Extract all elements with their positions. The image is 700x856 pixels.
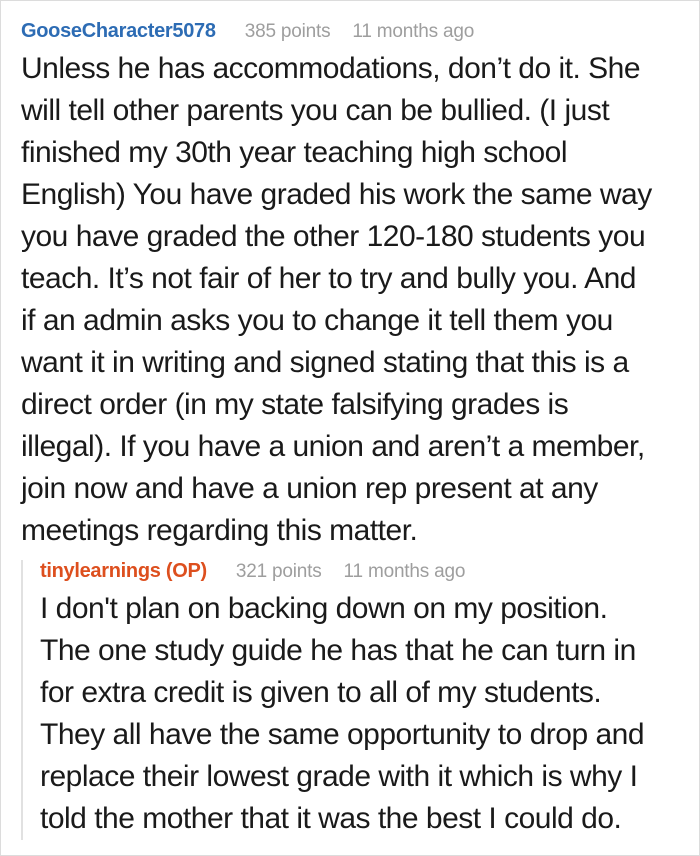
comment-body-line: if an admin asks you to change it tell them you	[21, 304, 613, 337]
comment-body-line: English) You have graded his work the same way	[21, 178, 652, 211]
comment-body-line: join now and have a union rep present at any	[21, 472, 598, 505]
comment-body-line: direct order (in my state falsifying grades is	[21, 388, 569, 421]
comment-username-link[interactable]: GooseCharacter5078	[21, 20, 216, 42]
comment-timestamp: 11 months ago	[352, 21, 475, 42]
reply-body-line: for extra credit is given to all of my students.	[40, 676, 602, 709]
comment-body-line: illegal). If you have a union and aren’t a member,	[21, 430, 645, 463]
reply-body-line: replace their lowest grade with it which is why I	[40, 760, 638, 793]
reply-points: 321 points	[235, 561, 322, 582]
reply-body-line: The one study guide he has that he can turn in	[40, 634, 636, 667]
comment-body-line: you have graded the other 120-180 students you	[21, 220, 646, 253]
reply-block	[21, 560, 681, 840]
reply-body	[40, 588, 681, 840]
comment-block	[21, 20, 681, 552]
reply-timestamp: 11 months ago	[343, 561, 466, 582]
reply-username-link[interactable]: tinylearnings (OP)	[40, 560, 207, 582]
reply-header	[40, 560, 681, 583]
comment-header	[21, 20, 681, 43]
comment-body-line: finished my 30th year teaching high school	[21, 136, 568, 169]
reply-content	[23, 560, 681, 840]
comment-points: 385 points	[244, 21, 331, 42]
comment-body-line: will tell other parents you can be bullied. (I just	[21, 94, 610, 127]
reply-body-line: They all have the same opportunity to drop and	[40, 718, 645, 751]
comment-body-line: Unless he has accommodations, don’t do it. She	[21, 52, 641, 85]
comment-body-line: meetings regarding this matter.	[21, 514, 418, 547]
comment-body-line: want it in writing and signed stating that this is a	[21, 346, 629, 379]
comment-body	[21, 48, 681, 552]
reply-body-line: told the mother that it was the best I could do.	[40, 802, 622, 835]
reply-body-line: I don't plan on backing down on my position.	[40, 592, 608, 625]
comment-body-line: teach. It’s not fair of her to try and bully you. And	[21, 262, 636, 295]
